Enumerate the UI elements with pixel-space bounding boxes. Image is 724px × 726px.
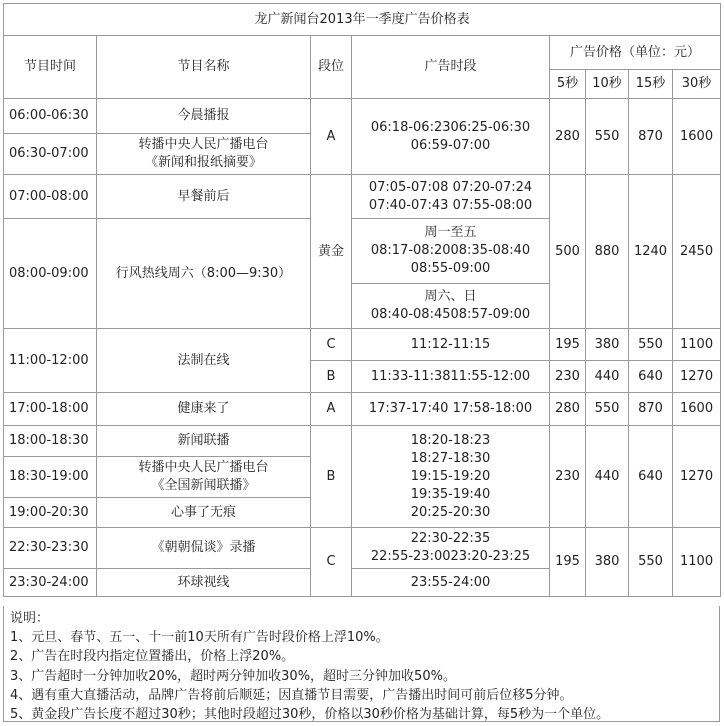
table-row [4, 393, 721, 426]
price-15s: 1240 [629, 175, 673, 329]
slot-cell: 黄金 [311, 175, 352, 329]
header-ad-time: 广告时段 [352, 36, 550, 99]
price-10s: 880 [586, 175, 629, 329]
slot-cell: C [311, 329, 352, 361]
price-5s: 500 [550, 175, 586, 329]
ad-time-line: 07:40-07:43 07:55-08:00 [368, 197, 533, 213]
price-10s: 380 [586, 329, 629, 361]
program-time: 22:30-23:30 [4, 528, 97, 569]
header-5s: 5秒 [550, 70, 586, 99]
price-5s: 280 [550, 99, 586, 175]
program-time: 06:30-07:00 [4, 134, 97, 175]
ad-time-cell [352, 99, 550, 175]
note-item: 2、广告在时段内指定位置播出，价格上浮20%。 [10, 649, 295, 665]
price-10s: 380 [586, 528, 629, 597]
program-name-line: 转播中央人民广播电台 [138, 137, 269, 152]
notes-heading: 说明： [10, 611, 50, 626]
note-item: 3、广告超时一分钟加收20%，超时两分钟加收30%，超时三分钟加收50%。 [10, 668, 456, 684]
program-time: 18:00-18:30 [4, 426, 97, 457]
header-slot: 段位 [311, 36, 352, 99]
ad-time-line: 周一至五 [424, 225, 477, 240]
slot-cell: B [311, 426, 352, 528]
table-row [4, 528, 721, 569]
ad-time-cell: 11:12-11:15 [352, 329, 550, 361]
note-item: 4、遇有重大直播活动，品牌广告将前后顺延；因直播节目需要，广告播出时间可前后位移5分钟。 [10, 687, 573, 703]
program-name-line: 《新闻和报纸摘要》 [144, 155, 262, 170]
ad-time-line: 20:25-20:30 [410, 504, 491, 520]
header-program: 节目名称 [97, 36, 311, 99]
ad-time-line: 06:18-06:2306:25-06:30 [370, 119, 531, 135]
program-name [97, 457, 311, 498]
ad-time-line: 08:17-08:2008:35-08:40 [370, 243, 531, 258]
price-30s: 1600 [673, 99, 721, 175]
program-name: 早餐前后 [97, 175, 311, 219]
price-30s: 1100 [673, 329, 721, 361]
ad-time-line: 07:05-07:08 07:20-07:24 [368, 179, 533, 195]
price-15s: 550 [629, 329, 673, 361]
program-time: 11:00-12:00 [4, 329, 97, 393]
price-5s: 280 [550, 393, 586, 426]
ad-time-cell [352, 219, 550, 284]
ad-time-line: 22:30-22:35 [410, 531, 491, 546]
price-30s: 1270 [673, 426, 721, 528]
price-5s: 230 [550, 361, 586, 393]
table-row [4, 175, 721, 219]
price-5s: 195 [550, 329, 586, 361]
ad-time-line: 22:55-23:0023:20-23:25 [370, 549, 531, 564]
program-name: 行风热线周六（8:00—9:30） [97, 219, 311, 329]
ad-time-cell [352, 175, 550, 219]
ad-time-line: 08:55-09:00 [410, 261, 491, 276]
note-item: 1、元旦、春节、五一、十一前10天所有广告时段价格上浮10%。 [10, 630, 389, 646]
price-10s: 440 [586, 426, 629, 528]
slot-cell: B [311, 361, 352, 393]
price-15s: 870 [629, 99, 673, 175]
ad-time-cell [352, 528, 550, 569]
price-10s: 550 [586, 393, 629, 426]
program-name: 法制在线 [97, 329, 311, 393]
header-15s: 15秒 [629, 70, 673, 99]
header-30s: 30秒 [673, 70, 721, 99]
program-name-line: 《全国新闻联播》 [151, 478, 256, 493]
program-time: 23:30-24:00 [4, 569, 97, 597]
note-item: 5、黄金段广告长度不超过30秒；其他时段超过30秒，价格以30秒价格为基础计算，每5秒为一个单位。 [10, 707, 610, 723]
price-15s: 640 [629, 361, 673, 393]
table-row [4, 426, 721, 457]
ad-time-cell [352, 284, 550, 329]
ad-time-line: 06:59-07:00 [410, 137, 491, 153]
header-time: 节目时间 [4, 36, 97, 99]
ad-time-cell: 17:37-17:40 17:58-18:00 [352, 393, 550, 426]
table-title: 龙广新闻台2013年一季度广告价格表 [4, 4, 721, 36]
ad-time-line: 08:40-08:4508:57-09:00 [370, 307, 531, 322]
ad-time-cell [352, 426, 550, 528]
ad-time-line: 19:15-19:20 [410, 468, 491, 484]
program-name: 环球视线 [97, 569, 311, 597]
program-name: 健康来了 [97, 393, 311, 426]
header-10s: 10秒 [586, 70, 629, 99]
price-30s: 1100 [673, 528, 721, 597]
ad-time-line: 周六、日 [424, 289, 477, 304]
slot-cell: A [311, 99, 352, 175]
slot-cell: C [311, 528, 352, 597]
program-name: 新闻联播 [97, 426, 311, 457]
slot-cell: A [311, 393, 352, 426]
notes-section [3, 606, 720, 722]
price-30s: 1270 [673, 361, 721, 393]
ad-time-line: 18:20-18:23 [410, 432, 491, 448]
price-10s: 550 [586, 99, 629, 175]
program-time: 07:00-08:00 [4, 175, 97, 219]
price-10s: 440 [586, 361, 629, 393]
rate-table [3, 3, 721, 597]
program-name: 《朝朝侃谈》录播 [97, 528, 311, 569]
price-15s: 550 [629, 528, 673, 597]
program-time: 18:30-19:00 [4, 457, 97, 498]
program-name [97, 134, 311, 175]
program-name-line: 转播中央人民广播电台 [138, 460, 269, 475]
table-row [4, 329, 721, 361]
ad-time-line: 19:35-19:40 [410, 486, 491, 502]
table-row [4, 99, 721, 134]
program-time: 06:00-06:30 [4, 99, 97, 134]
price-15s: 640 [629, 426, 673, 528]
ad-time-cell: 23:55-24:00 [352, 569, 550, 597]
ad-time-line: 18:27-18:30 [410, 450, 491, 466]
price-5s: 195 [550, 528, 586, 597]
ad-time-cell: 11:33-11:3811:55-12:00 [352, 361, 550, 393]
price-5s: 230 [550, 426, 586, 528]
program-time: 17:00-18:00 [4, 393, 97, 426]
price-30s: 2450 [673, 175, 721, 329]
program-time: 08:00-09:00 [4, 219, 97, 329]
program-name: 今晨播报 [97, 99, 311, 134]
header-price: 广告价格（单位：元） [550, 36, 721, 70]
program-time: 19:00-20:30 [4, 498, 97, 528]
price-15s: 870 [629, 393, 673, 426]
price-30s: 1600 [673, 393, 721, 426]
program-name: 心事了无痕 [97, 498, 311, 528]
